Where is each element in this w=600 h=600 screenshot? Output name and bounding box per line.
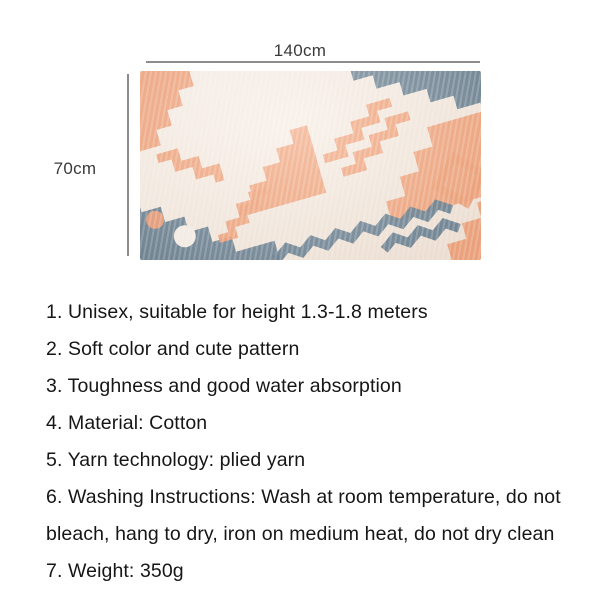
feature-yarn: 5. Yarn technology: plied yarn xyxy=(46,449,306,471)
features-list xyxy=(46,294,576,590)
height-dimension-line xyxy=(127,74,129,256)
feature-washing-line1: 6. Washing Instructions: Wash at room temperature, do not xyxy=(46,486,561,508)
feature-unisex: 1. Unisex, suitable for height 1.3-1.8 meters xyxy=(46,301,428,323)
towel-pattern-graphic xyxy=(140,71,481,260)
feature-material: 4. Material: Cotton xyxy=(46,412,208,434)
feature-toughness: 3. Toughness and good water absorption xyxy=(46,375,402,397)
width-dimension-line xyxy=(146,61,480,63)
width-dimension-label: 140cm xyxy=(273,41,327,60)
feature-washing-line2: bleach, hang to dry, iron on medium heat, do not dry clean xyxy=(46,523,555,545)
height-dimension-label: 70cm xyxy=(53,159,97,178)
feature-weight: 7. Weight: 350g xyxy=(46,560,184,582)
towel-product-image xyxy=(140,71,481,260)
feature-color: 2. Soft color and cute pattern xyxy=(46,338,300,360)
